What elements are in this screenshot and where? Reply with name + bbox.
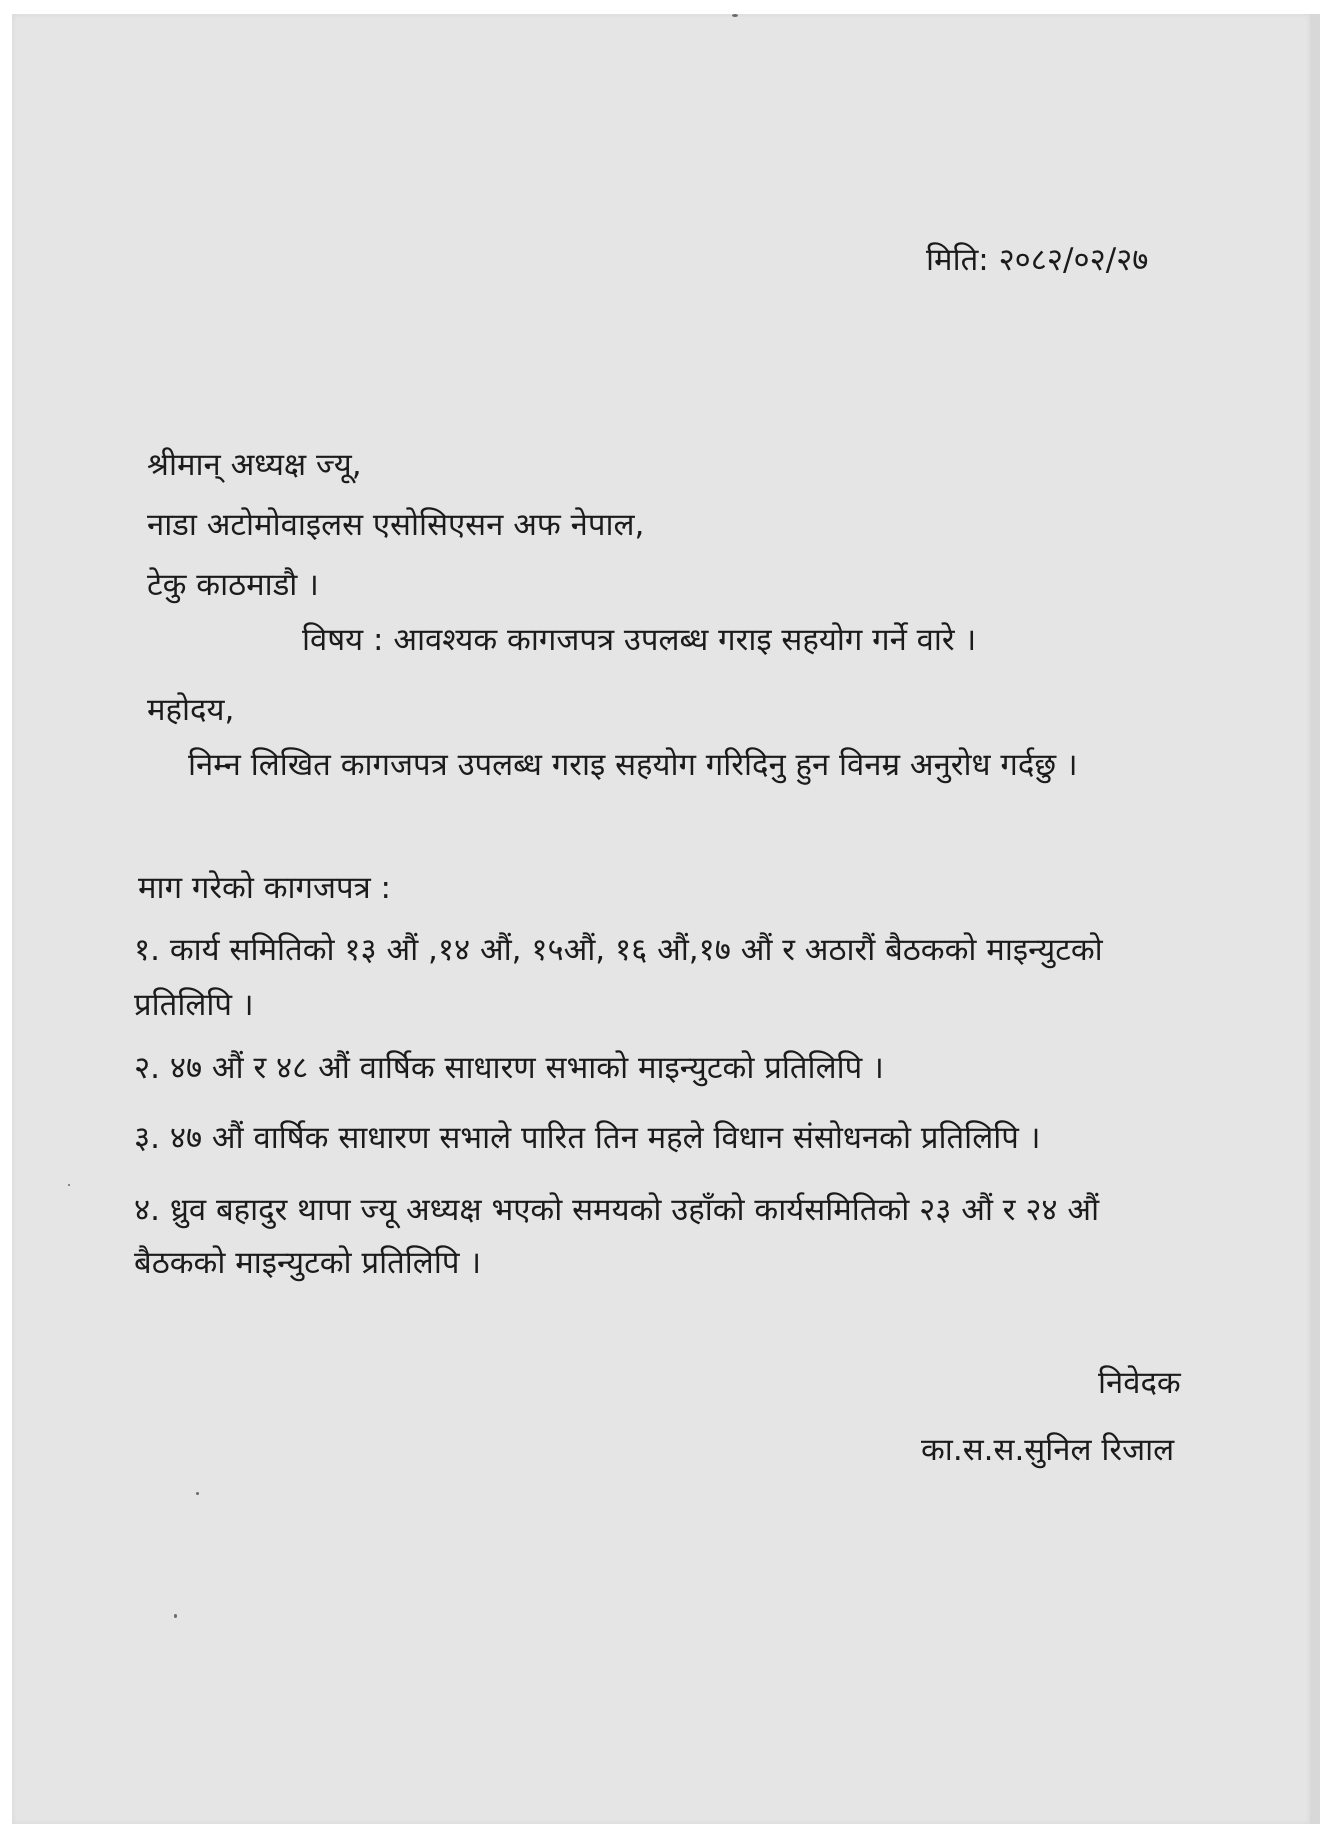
request-item-3: ३. ४७ औं वार्षिक साधारण सभाले पारित तिन महले विधान संसोधनको प्रतिलिपि ।	[134, 1120, 1041, 1156]
page-edge-strip	[1310, 14, 1320, 1824]
recipient-organization: नाडा अटोमोवाइलस एसोसिएसन अफ नेपाल,	[147, 507, 645, 543]
request-item-1-line-1: १. कार्य समितिको १३ औं ,१४ औं, १५औं, १६ औं,१७ औं र अठारौं बैठकको माइन्युटको	[134, 932, 1103, 968]
request-item-1-line-2: प्रतिलिपि ।	[134, 987, 254, 1023]
recipient-address: टेकु काठमाडौ ।	[147, 567, 319, 603]
letter-subject: विषय : आवश्यक कागजपत्र उपलब्ध गराइ सहयोग गर्ने वारे ।	[302, 622, 977, 658]
letter-date: मिति: २०८२/०२/२७	[926, 242, 1149, 278]
letter-body: निम्न लिखित कागजपत्र उपलब्ध गराइ सहयोग गरिदिनु हुन विनम्र अनुरोध गर्दछु ।	[188, 747, 1078, 783]
request-list-heading: माग गरेको कागजपत्र :	[138, 870, 392, 906]
scan-speck	[732, 14, 738, 17]
scan-speck	[68, 1184, 70, 1186]
letter-greeting: महोदय,	[147, 692, 235, 728]
signature-label: निवेदक	[1098, 1365, 1181, 1401]
recipient-title: श्रीमान् अध्यक्ष ज्यू,	[147, 447, 362, 483]
request-item-4-line-1: ४. ध्रुव बहादुर थापा ज्यू अध्यक्ष भएको समयको उहाँको कार्यसमितिको २३ औं र २४ औं	[134, 1192, 1100, 1228]
scan-speck	[174, 1614, 177, 1618]
request-item-2: २. ४७ औं र ४८ औं वार्षिक साधारण सभाको माइन्युटको प्रतिलिपि ।	[134, 1050, 884, 1086]
request-item-4-line-2: बैठकको माइन्युटको प्रतिलिपि ।	[134, 1245, 482, 1281]
signature-name: का.स.स.सुनिल रिजाल	[921, 1432, 1175, 1468]
scan-speck	[196, 1492, 199, 1495]
scanned-letter-paper	[12, 14, 1310, 1824]
